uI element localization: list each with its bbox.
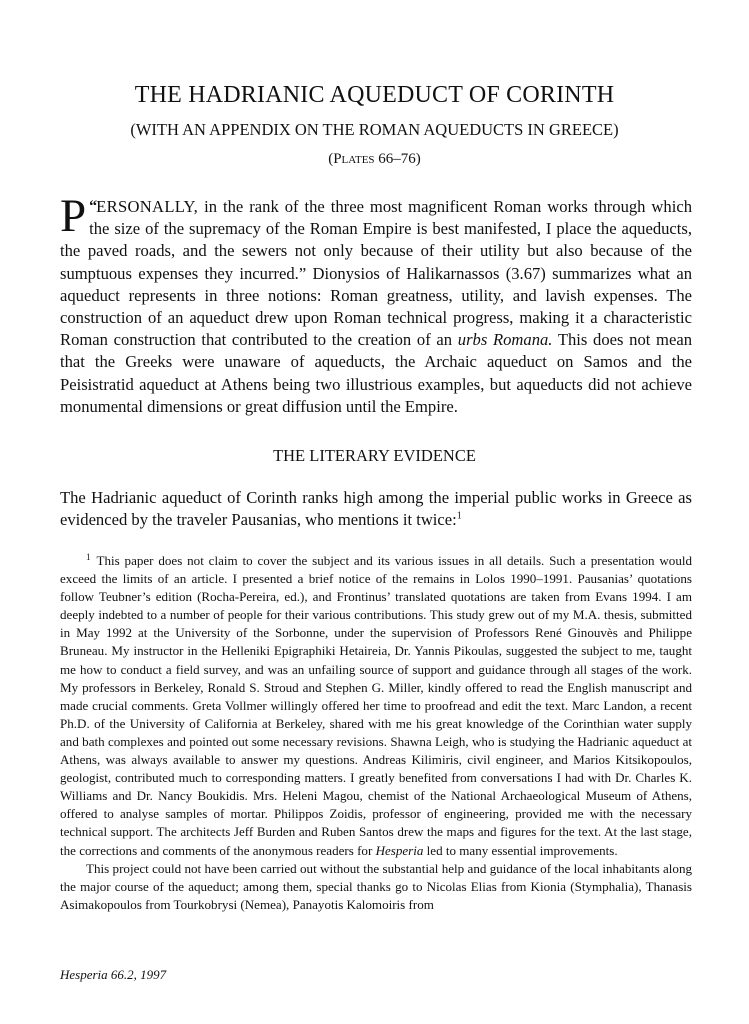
intro-text-part2: This does not mean that the Greeks were unaware of aqueducts, the Archaic aqueduct on Samos and the Peisistratid aqueduct at Athens being two illustrious examples, but aqueducts did not achieve monumental dimensions or great diffusion until the Empire. bbox=[60, 330, 692, 416]
article-subtitle: (WITH AN APPENDIX ON THE ROMAN AQUEDUCTS IN GREECE) bbox=[130, 120, 619, 139]
drop-cap: P bbox=[60, 190, 87, 242]
section-paragraph-text: The Hadrianic aqueduct of Corinth ranks high among the imperial public works in Greece as evidenced by the traveler Pausanias, who mentions it twice: bbox=[60, 488, 692, 530]
footnote-paragraph-1 bbox=[60, 552, 692, 860]
intro-text-part1: in the rank of the three most magnificent Roman works through which the size of the supremacy of the Roman Empire is best manifested, I place the aqueducts, the paved roads, and the sewers not only because of their utility but also because of the sumptuous expenses they incurred.” Dionysios of Halikarnassos (3.67) summarizes what an aqueduct represents in three notions: Roman greatness, utility, and lavish expenses. The construction of an aqueduct drew upon Roman technical progress, making it a characteristic Roman construction that contributed to the creation of an bbox=[60, 197, 692, 350]
footnote-text-part1: This paper does not claim to cover the subject and its various issues in all details. Such a presentation would exceed the limits of an article. I presented a brief notice of the remains in Lolos 1990–1991. Pausanias’ quotations follow Teubner’s edition (Rocha-Pereira, ed.), and Frontinus’ translated quotations are taken from Evans 1994. I am deeply indebted to a number of people for their various contributions. This study grew out of my M.A. thesis, submitted in May 1992 at the University of the Sorbonne, under the supervision of Professors René Ginouvès and Philippe Bruneau. My instructor in the Helleniki Epigraphiki Hetaireia, Dr. Yannis Pikoulas, suggested the subject to me, taught me how to conduct a field survey, and was an unfailing source of support and guidance through all stages of the work. My professors in Berkeley, Ronald S. Stroud and Stephen G. Miller, kindly offered to read the English manuscript and made crucial comments. Greta Vollmer willingly offered her time to proofread and edit the text. Marc Landon, a recent Ph.D. of the University of California at Berkeley, shared with me his great knowledge of the Corinthian water supply and bath complexes and pointed out some necessary revisions. Shawna Leigh, who is studying the Hadrianic aqueduct at Athens, was always available to answer my questions. Andreas Kilimiris, civil engineer, and Marios Kitsikopoulos, geologist, contributed much to corresponding matters. I greatly benefited from conversations I had with Dr. Charles K. Williams and Dr. Nancy Boukidis. Mrs. Heleni Magou, chemist of the National Archaeological Museum of Athens, offered to analyse samples of mortar. Philippos Zoidis, professor of engineering, provided me with the necessary technical support. The architects Jeff Burden and Ruben Santos drew the maps and figures for the text. At the last stage, the corrections and comments of the anonymous readers for bbox=[60, 553, 692, 858]
journal-citation: Hesperia 66.2, 1997 bbox=[60, 967, 167, 982]
intro-italic-term: urbs Romana. bbox=[457, 330, 553, 350]
footnote-reference[interactable]: 1 bbox=[456, 510, 462, 522]
footnote-text-part2: led to many essential improvements. bbox=[423, 842, 618, 858]
footnote-paragraph-2: This project could not have been carried out without the substantial help and guidance of the local inhabitants along the major course of the aqueduct; among them, special thanks go to Nicolas Elias from Kionia (Stymphalia), Thanasis Asimakopoulos from Tourkobrysi (Nemea), Panayotis Kalomoiris from bbox=[60, 860, 692, 912]
plates-reference: (Plates 66–76) bbox=[328, 151, 421, 167]
intro-lead-caps: ERSONALLY, bbox=[96, 197, 199, 216]
article-title: THE HADRIANIC AQUEDUCT OF CORINTH bbox=[134, 82, 615, 108]
section-paragraph bbox=[60, 487, 692, 531]
section-heading: THE LITERARY EVIDENCE bbox=[273, 446, 476, 465]
footnote-italic-journal: Hesperia bbox=[375, 842, 424, 858]
footnote bbox=[60, 552, 692, 914]
footnote-number: 1 bbox=[86, 551, 91, 562]
opening-quote: “ bbox=[89, 198, 97, 215]
intro-paragraph bbox=[60, 190, 692, 418]
